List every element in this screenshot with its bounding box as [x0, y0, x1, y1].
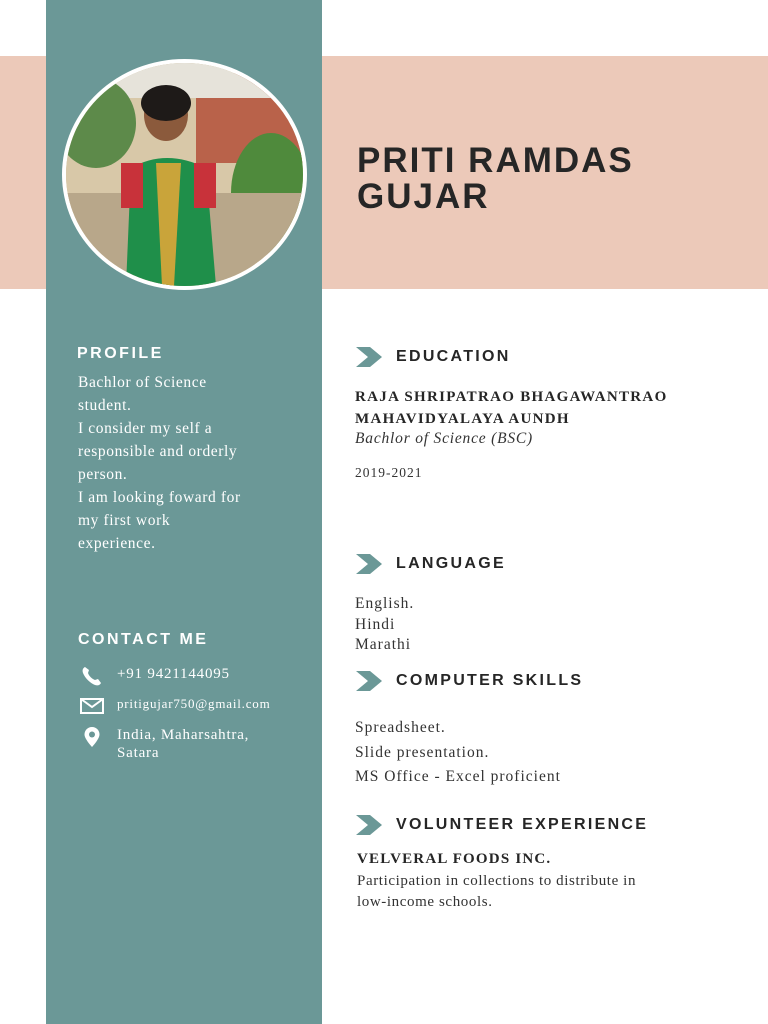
- location-pin-icon: [80, 726, 104, 748]
- language-item: English.: [355, 595, 415, 612]
- phone-icon: [80, 665, 104, 687]
- education-degree: Bachlor of Science (BSC): [355, 430, 534, 447]
- profile-line: I consider my self a: [78, 420, 213, 437]
- profile-line: person.: [78, 466, 128, 483]
- profile-line: my first work: [78, 512, 171, 529]
- institution-line: RAJA SHRIPATRAO BHAGAWANTRAO: [355, 389, 668, 405]
- volunteer-section-header: [356, 815, 648, 835]
- education-heading: EDUCATION: [396, 348, 511, 365]
- contact-email[interactable]: pritigujar750@gmail.com: [117, 696, 271, 711]
- profile-photo: [62, 59, 307, 290]
- computer-skills-section-header: [356, 671, 583, 691]
- education-years: 2019-2021: [355, 465, 423, 480]
- profile-line: responsible and orderly: [78, 443, 238, 460]
- profile-line: student.: [78, 397, 132, 414]
- candidate-name: PRITI RAMDAS GUJAR: [357, 141, 634, 216]
- volunteer-description-line: low-income schools.: [357, 894, 493, 910]
- chevron-right-icon: [356, 347, 382, 367]
- language-item: Marathi: [355, 636, 412, 653]
- volunteer-organization: VELVERAL FOODS INC.: [357, 851, 552, 867]
- profile-line: Bachlor of Science: [78, 374, 207, 391]
- language-item: Hindi: [355, 615, 396, 633]
- profile-text: [78, 371, 293, 555]
- address-line: India, Maharsahtra,: [117, 727, 250, 743]
- envelope-icon: [80, 695, 104, 717]
- contact-heading: CONTACT ME: [78, 631, 209, 648]
- volunteer-description-line: Participation in collections to distribute in: [357, 873, 637, 889]
- volunteer-description: [357, 871, 687, 913]
- language-heading: LANGUAGE: [396, 555, 506, 572]
- education-institution: [355, 386, 755, 430]
- institution-line: MAHAVIDYALAYA AUNDH: [355, 411, 570, 427]
- computer-skills-list: [355, 716, 561, 790]
- profile-line: experience.: [78, 535, 156, 552]
- contact-email-row: [80, 695, 305, 717]
- profile-heading: PROFILE: [77, 345, 164, 362]
- contact-address: [117, 726, 249, 762]
- skill-item: MS Office - Excel proficient: [355, 768, 561, 785]
- contact-phone[interactable]: +91 9421144095: [117, 666, 230, 682]
- volunteer-heading: VOLUNTEER EXPERIENCE: [396, 816, 649, 833]
- chevron-right-icon: [356, 671, 382, 691]
- chevron-right-icon: [356, 554, 382, 574]
- skill-item: Spreadsheet.: [355, 719, 446, 736]
- language-section-header: [356, 554, 506, 574]
- chevron-right-icon: [356, 815, 382, 835]
- address-line: Satara: [117, 745, 160, 761]
- skill-item: Slide presentation.: [355, 743, 490, 761]
- language-list: [355, 594, 414, 656]
- profile-line: I am looking foward for: [78, 489, 241, 506]
- contact-phone-row: [80, 665, 305, 687]
- contact-address-row: [80, 726, 305, 762]
- computer-skills-heading: COMPUTER SKILLS: [396, 672, 584, 689]
- education-section-header: [356, 347, 511, 367]
